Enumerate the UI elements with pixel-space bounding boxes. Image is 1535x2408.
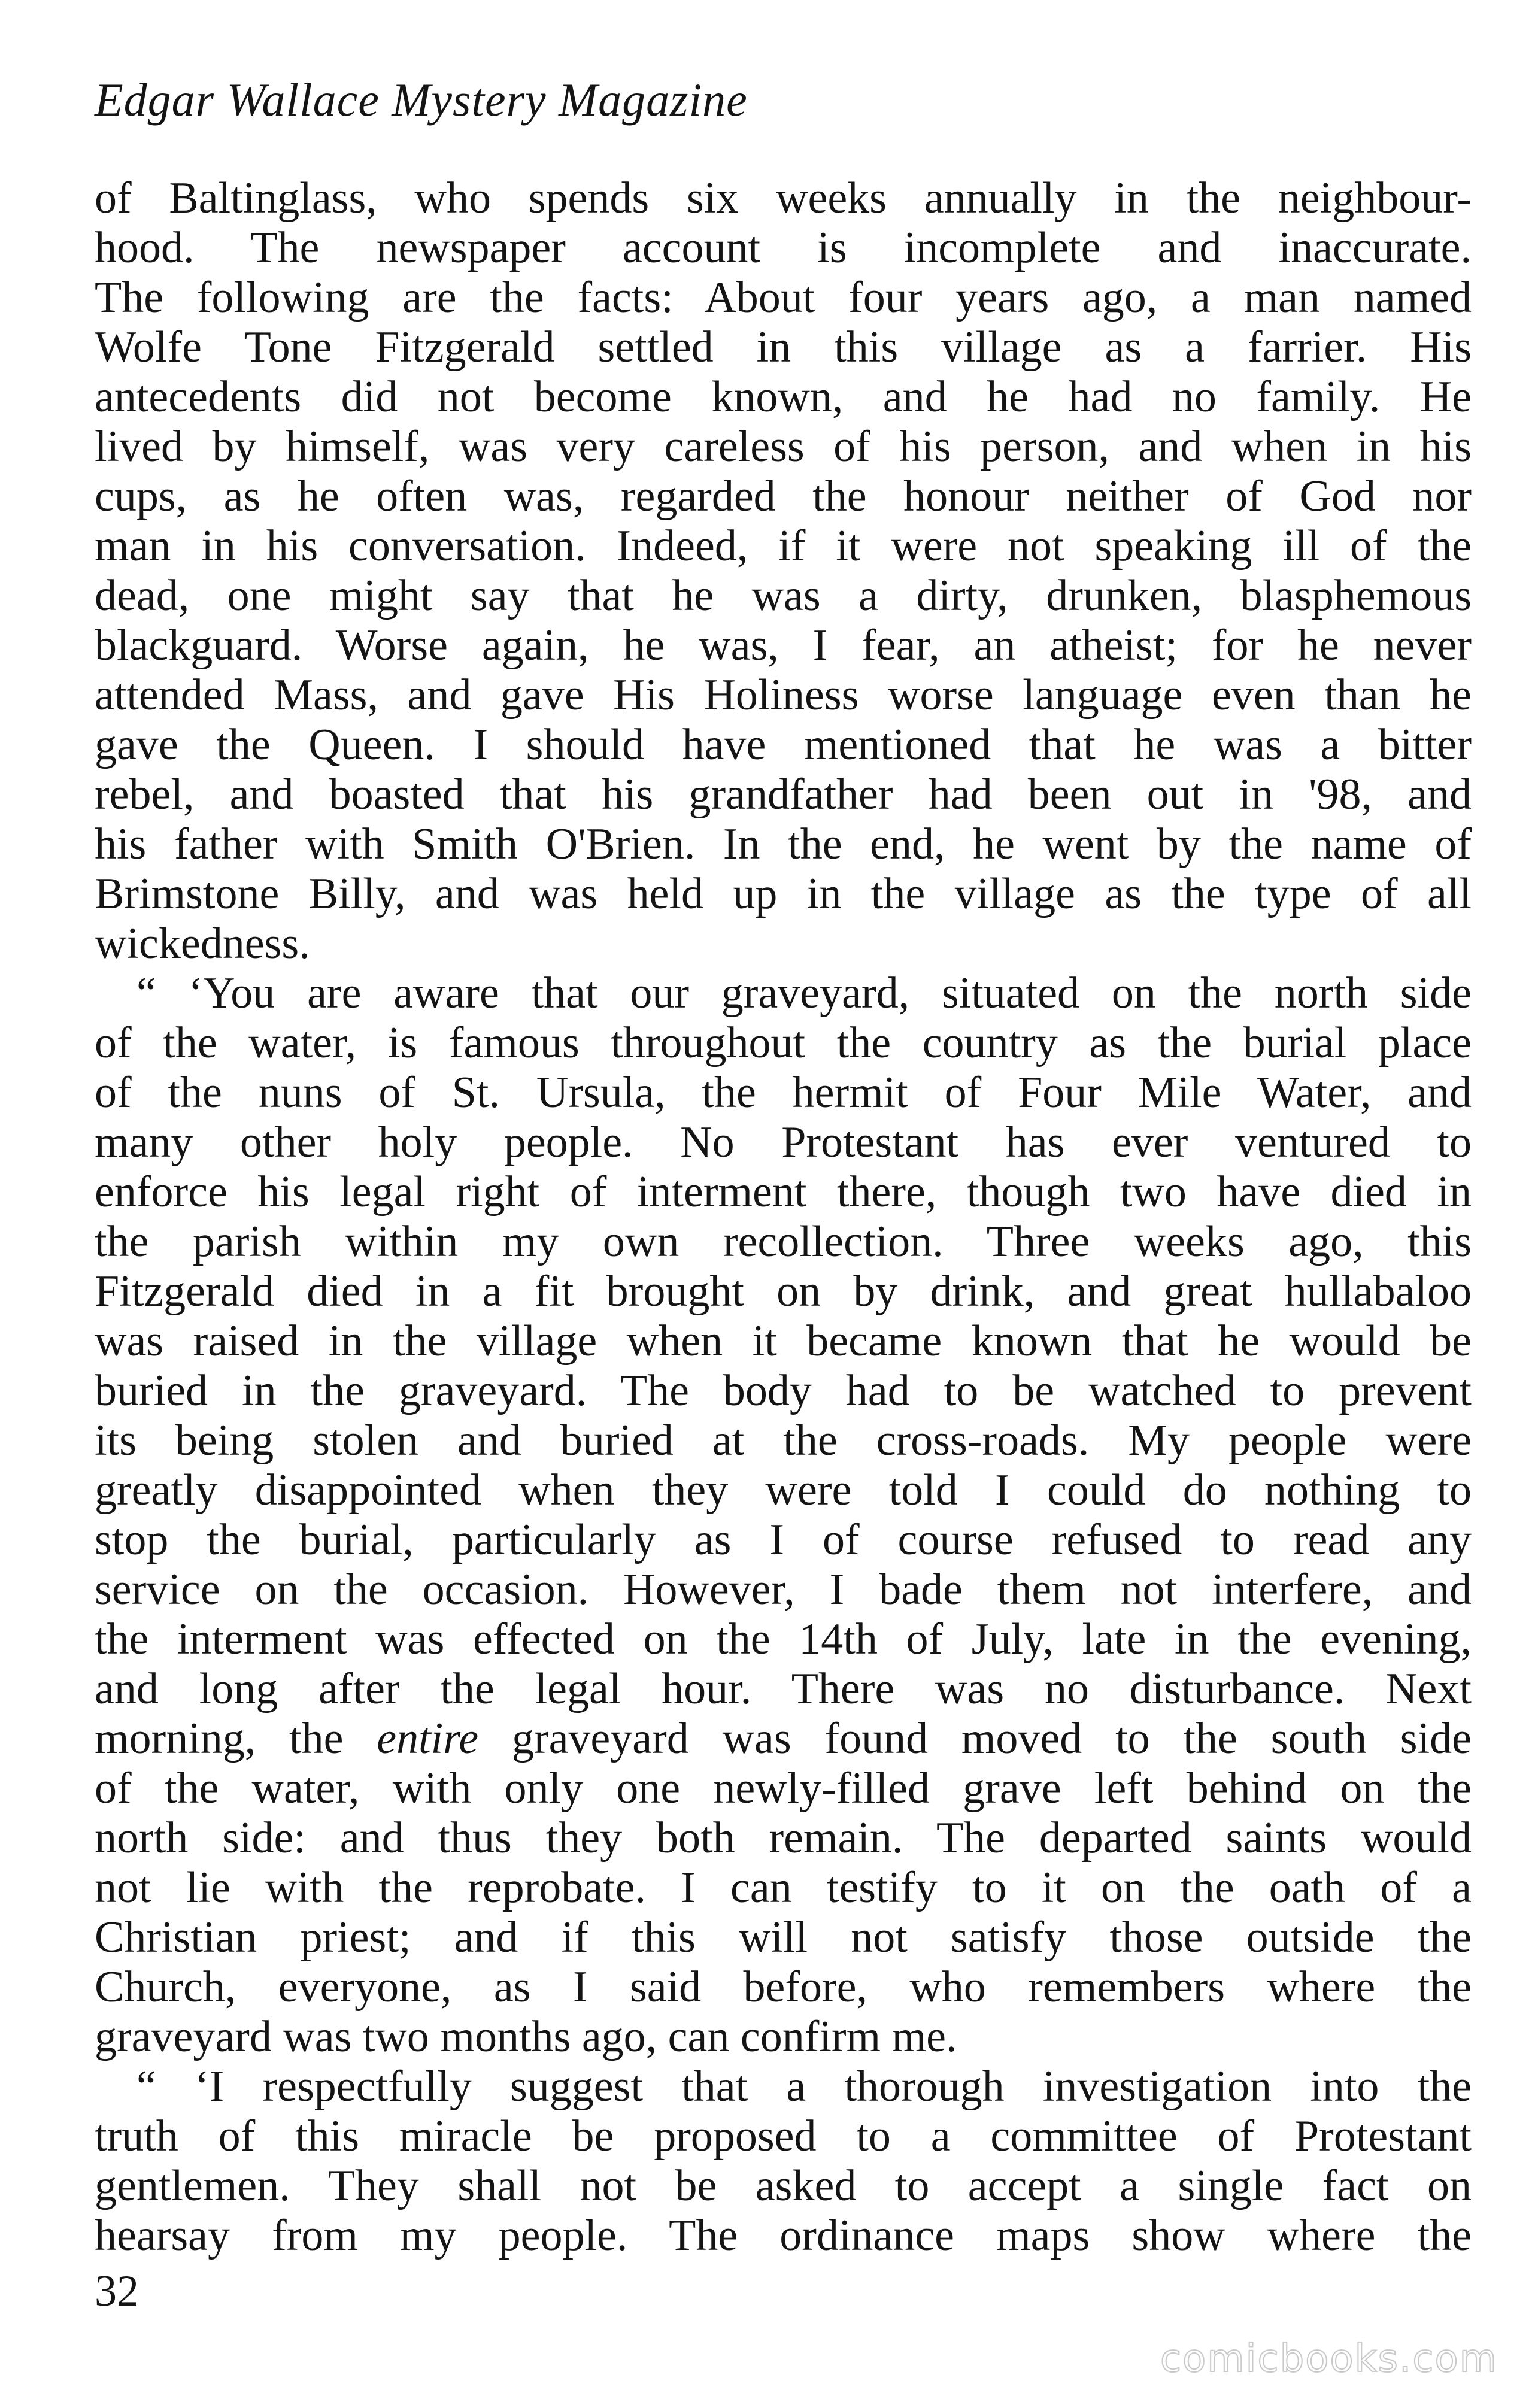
text-line: the interment was effected on the 14th of July, late in the evening,	[95, 1615, 1472, 1664]
text-line: stop the burial, particularly as I of course refused to read any	[95, 1515, 1472, 1564]
paragraph-start-line: “ ‘I respectfully suggest that a thorough investigation into the	[136, 2062, 1472, 2111]
text-line: The following are the facts: About four years ago, a man named	[95, 273, 1472, 322]
paragraph-start-line: “ ‘You are aware that our graveyard, situated on the north side	[136, 969, 1472, 1018]
text-line: cups, as he often was, regarded the honour neither of God nor	[95, 472, 1472, 521]
text-line: hearsay from my people. The ordinance maps show where the	[95, 2211, 1472, 2260]
text-line: his father with Smith O'Brien. In the end, he went by the name of	[95, 820, 1472, 869]
text-line: of the nuns of St. Ursula, the hermit of Four Mile Water, and	[95, 1068, 1472, 1117]
page-number: 32	[95, 2267, 139, 2316]
watermark-logo: comicbooks.com	[1160, 2337, 1498, 2381]
text-line: gave the Queen. I should have mentioned that he was a bitter	[95, 720, 1472, 769]
text-line: hood. The newspaper account is incomplete and inaccurate.	[95, 223, 1472, 272]
emphasis-word: entire	[377, 1714, 479, 1763]
body-text	[95, 174, 1472, 2261]
text-line: dead, one might say that he was a dirty, drunken, blasphemous	[95, 571, 1472, 620]
text-line: buried in the graveyard. The body had to be watched to prevent	[95, 1366, 1472, 1415]
text-line: enforce his legal right of interment there, though two have died in	[95, 1167, 1472, 1217]
text-line: north side: and thus they both remain. The departed saints would	[95, 1813, 1472, 1863]
text-line: man in his conversation. Indeed, if it were not speaking ill of the	[95, 521, 1472, 571]
text-line: of the water, with only one newly-filled grave left behind on the	[95, 1764, 1472, 1813]
text-line: antecedents did not become known, and he had no family. He	[95, 372, 1472, 421]
text-line: its being stolen and buried at the cross-roads. My people were	[95, 1416, 1472, 1465]
text-line: Wolfe Tone Fitzgerald settled in this village as a farrier. His	[95, 323, 1472, 372]
text-line: truth of this miracle be proposed to a committee of Protestant	[95, 2112, 1472, 2161]
text-line: Brimstone Billy, and was held up in the village as the type of all	[95, 869, 1472, 918]
paragraph-end-line: wickedness.	[95, 919, 310, 968]
text-line: gentlemen. They shall not be asked to accept a single fact on	[95, 2161, 1472, 2210]
text-line: the parish within my own recollection. Three weeks ago, this	[95, 1217, 1472, 1266]
text-line: Church, everyone, as I said before, who remembers where the	[95, 1963, 1472, 2012]
text-line: greatly disappointed when they were told I could do nothing to	[95, 1466, 1472, 1515]
text-line: Christian priest; and if this will not satisfy those outside the	[95, 1913, 1472, 1962]
text-line: many other holy people. No Protestant has ever ventured to	[95, 1118, 1472, 1167]
text-line: of Baltinglass, who spends six weeks annually in the neighbour-	[95, 174, 1472, 223]
paragraph-end-line: graveyard was two months ago, can confirm me.	[95, 2012, 957, 2061]
text-line: and long after the legal hour. There was no disturbance. Next	[95, 1664, 1472, 1713]
text-line-emphasis: morning, the entire graveyard was found moved to the south side	[95, 1714, 1472, 1763]
text-line: service on the occasion. However, I bade them not interfere, and	[95, 1565, 1472, 1614]
text-line: rebel, and boasted that his grandfather had been out in '98, and	[95, 770, 1472, 819]
text-line: attended Mass, and gave His Holiness worse language even than he	[95, 671, 1472, 720]
text-line: lived by himself, was very careless of his person, and when in his	[95, 422, 1472, 471]
text-line: Fitzgerald died in a fit brought on by drink, and great hullabaloo	[95, 1267, 1472, 1316]
text-line: blackguard. Worse again, he was, I fear, an atheist; for he never	[95, 621, 1472, 670]
text-line: of the water, is famous throughout the country as the burial place	[95, 1018, 1472, 1067]
text-line: was raised in the village when it became known that he would be	[95, 1317, 1472, 1366]
text-line: not lie with the reprobate. I can testify to it on the oath of a	[95, 1863, 1472, 1912]
running-head: Edgar Wallace Mystery Magazine	[95, 74, 748, 126]
